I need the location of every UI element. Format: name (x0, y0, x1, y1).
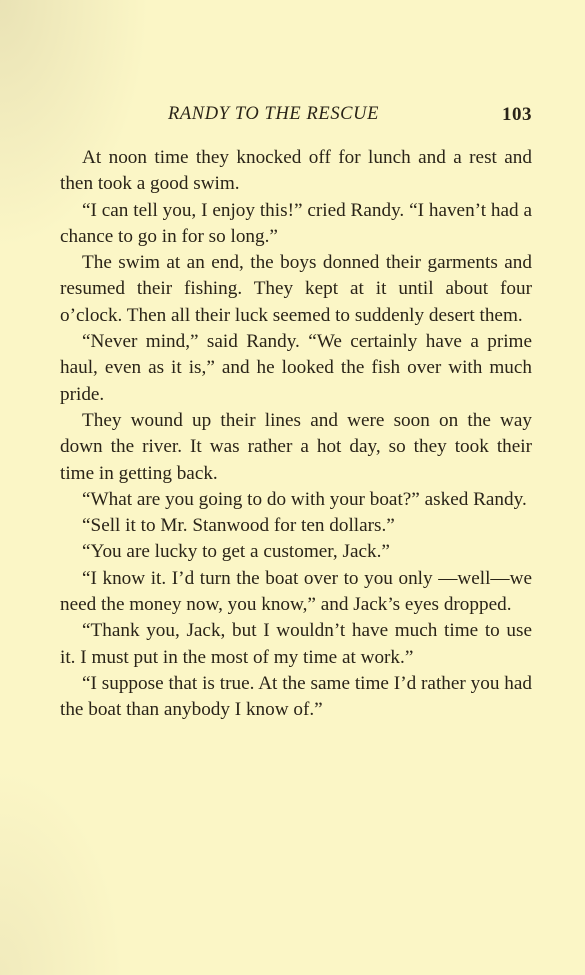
paragraph: “What are you going to do with your boat?” asked Randy. (82, 488, 527, 510)
paragraph: “You are lucky to get a customer, Jack.” (82, 541, 390, 563)
paragraph: “Never mind,” said Randy. “We certainly have a prime haul, even as it is,” and he looked the fish over with much pride. (60, 331, 532, 405)
running-head: RANDY TO THE RESCUE (168, 104, 379, 124)
paragraph: “Sell it to Mr. Stanwood for ten dollars.” (82, 515, 395, 537)
paragraph: They wound up their lines and were soon on the way down the river. It was rather a hot day, so they took their time in getting back. (60, 409, 532, 484)
paragraph: “I suppose that is true. At the same time I’d rather you had the boat than anybody I know of.” (60, 672, 532, 721)
page-header (60, 104, 532, 130)
page-number: 103 (502, 104, 532, 125)
paragraph: At noon time they knocked off for lunch and a rest and then took a good swim. (60, 147, 532, 195)
paragraph: “I can tell you, I enjoy this!” cried Randy. “I haven’t had a chance to go in for so long.” (60, 199, 532, 247)
paragraph: “I know it. I’d turn the boat over to you only —well—we need the money now, you know,” and Jack’s eyes dropped. (60, 567, 532, 616)
paragraph: The swim at an end, the boys donned their garments and resumed their fishing. They kept at it until about four o’clock. Then all their luck seemed to suddenly desert them. (60, 252, 532, 326)
body-text (60, 145, 532, 724)
paragraph: “Thank you, Jack, but I wouldn’t have much time to use it. I must put in the most of my time at work.” (60, 620, 532, 668)
